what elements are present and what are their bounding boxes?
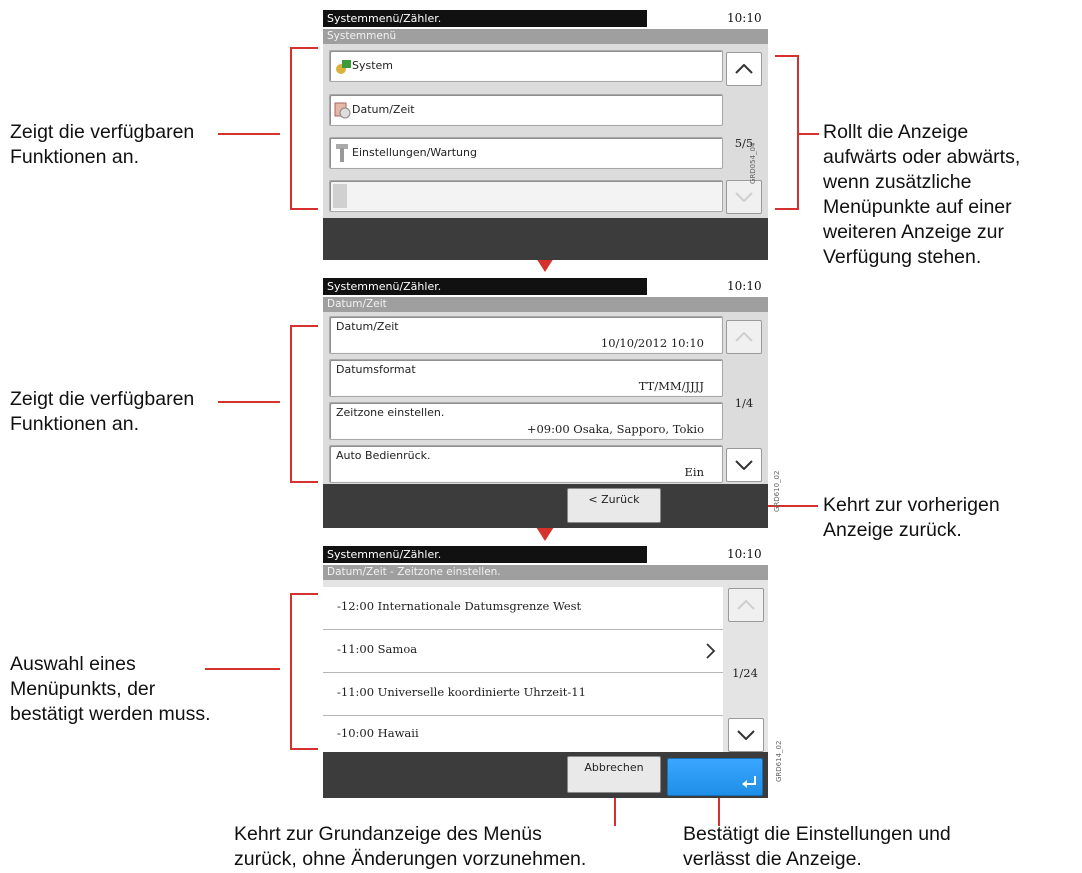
- leader-line: [614, 798, 616, 826]
- figure-code: GRD054_04: [749, 142, 757, 184]
- callout-text: Menüpunkte auf einer: [823, 196, 1012, 218]
- list-item-label: -11:00 Universelle koordinierte Uhrzeit-11: [337, 685, 586, 699]
- cancel-button[interactable]: Abbrechen: [567, 756, 661, 793]
- screen-footer: [323, 484, 768, 528]
- scroll-up-button[interactable]: [726, 52, 762, 86]
- clock: 10:10: [727, 547, 762, 561]
- page-counter: 5/5: [734, 136, 754, 150]
- list-item-label: -10:00 Hawaii: [337, 726, 419, 740]
- screen-subtitle: Systemmenü: [323, 29, 768, 44]
- callout-text: Menüpunkts, der: [10, 678, 156, 700]
- setting-value: Ein: [684, 465, 704, 479]
- menu-item-empty: [329, 180, 723, 212]
- scroll-down-button[interactable]: [726, 180, 762, 214]
- menu-content: [323, 44, 768, 218]
- chevron-down-icon: [737, 730, 755, 740]
- clock: 10:10: [727, 11, 762, 25]
- callout-text: Anzeige zurück.: [823, 519, 962, 541]
- menu-item-label: Einstellungen/Wartung: [352, 146, 477, 159]
- bracket-line: [290, 325, 292, 483]
- setting-item-time-zone[interactable]: [329, 402, 723, 440]
- list-item-label: -12:00 Internationale Datumsgrenze West: [337, 599, 582, 613]
- chevron-up-icon: [735, 332, 753, 342]
- scroll-down-button[interactable]: [728, 718, 764, 752]
- leader-line: [799, 133, 819, 135]
- setting-label: Auto Bedienrück.: [336, 449, 431, 462]
- callout-text: Verfügung stehen.: [823, 246, 982, 268]
- callout-bottom-right: [683, 822, 951, 872]
- menu-item-settings-maintenance[interactable]: [329, 137, 723, 169]
- page-counter: 1/4: [734, 396, 754, 410]
- callout-text: Funktionen an.: [10, 146, 140, 168]
- wrench-icon: [334, 142, 352, 164]
- screen-time-zone: [323, 546, 783, 798]
- setting-label: Datum/Zeit: [336, 320, 399, 333]
- scroll-down-button[interactable]: [726, 448, 762, 482]
- bracket-line: [290, 593, 318, 595]
- timezone-list: [323, 580, 768, 752]
- callout-text: Kehrt zur vorherigen: [823, 494, 1000, 516]
- callout-right-1: [823, 120, 1020, 270]
- enter-icon: [742, 775, 758, 789]
- leader-line: [218, 401, 280, 403]
- chevron-right-icon: [706, 643, 716, 659]
- callout-text: Zeigt die verfügbaren: [10, 388, 195, 410]
- back-button[interactable]: < Zurück: [567, 488, 661, 523]
- setting-value: 10/10/2012 10:10: [600, 336, 704, 350]
- callout-text: aufwärts oder abwärts,: [823, 146, 1021, 168]
- bracket-line: [290, 748, 318, 750]
- status-bar: Systemmenü/Zähler.: [323, 546, 647, 563]
- screen-system-menu: [323, 10, 768, 260]
- status-bar: Systemmenü/Zähler.: [323, 278, 647, 295]
- ok-button[interactable]: [667, 758, 763, 796]
- list-item[interactable]: [323, 630, 723, 673]
- status-bar: Systemmenü/Zähler.: [323, 10, 647, 27]
- callout-text: Kehrt zur Grundanzeige des Menüs: [234, 823, 542, 845]
- screen-footer: [323, 752, 768, 798]
- scroll-up-button[interactable]: [726, 320, 762, 354]
- chevron-up-icon: [737, 600, 755, 610]
- callout-text: wenn zusätzliche: [823, 171, 972, 193]
- chevron-down-icon: [735, 460, 753, 470]
- callout-text: verlässt die Anzeige.: [683, 848, 862, 870]
- setting-label: Zeitzone einstellen.: [336, 406, 445, 419]
- figure-code: GRD610_02: [773, 470, 781, 512]
- page-counter: 1/24: [732, 666, 758, 680]
- menu-item-label: System: [352, 59, 394, 72]
- setting-item-date-time[interactable]: [329, 316, 723, 354]
- bracket-line: [290, 47, 318, 49]
- scroll-up-button[interactable]: [728, 588, 764, 622]
- screen-subtitle: Datum/Zeit: [323, 297, 768, 312]
- screen-footer: [323, 218, 768, 260]
- menu-item-date-time[interactable]: [329, 94, 723, 126]
- clock: 10:10: [727, 279, 762, 293]
- figure-code: GRD614_02: [775, 740, 783, 782]
- callout-text: bestätigt werden muss.: [10, 703, 211, 725]
- menu-item-label: Datum/Zeit: [352, 103, 415, 116]
- setting-value: TT/MM/JJJJ: [638, 379, 704, 393]
- list-item[interactable]: [323, 587, 723, 630]
- bracket-line: [775, 208, 799, 210]
- setting-item-date-format[interactable]: [329, 359, 723, 397]
- bracket-line: [775, 55, 799, 57]
- callout-text: Bestätigt die Einstellungen und: [683, 823, 951, 845]
- list-item[interactable]: [323, 673, 723, 716]
- callout-text: Rollt die Anzeige: [823, 121, 969, 143]
- setting-value: +09:00 Osaka, Sapporo, Tokio: [526, 422, 704, 436]
- screen-subtitle: Datum/Zeit - Zeitzone einstellen.: [323, 565, 768, 580]
- setting-item-auto-reset[interactable]: [329, 445, 723, 483]
- bracket-line: [290, 325, 318, 327]
- list-item-label: -11:00 Samoa: [337, 642, 418, 656]
- list-item[interactable]: [323, 716, 723, 752]
- screen-date-time: [323, 278, 781, 528]
- callout-text: Funktionen an.: [10, 413, 140, 435]
- callout-text: weiteren Anzeige zur: [823, 221, 1005, 243]
- bracket-line: [290, 481, 318, 483]
- callout-left-3: [10, 652, 211, 727]
- callout-right-2: [823, 493, 1000, 543]
- menu-item-system[interactable]: [329, 50, 723, 82]
- bracket-line: [290, 593, 292, 750]
- setting-label: Datumsformat: [336, 363, 416, 376]
- callout-left-1: [10, 120, 194, 170]
- placeholder-icon: [333, 184, 347, 208]
- gear-icon: [334, 57, 352, 75]
- callout-text: Zeigt die verfügbaren: [10, 121, 195, 143]
- callout-text: Auswahl eines: [10, 653, 136, 675]
- leader-line: [218, 133, 280, 135]
- callout-text: zurück, ohne Änderungen vorzunehmen.: [234, 848, 587, 870]
- calendar-clock-icon: [334, 101, 352, 119]
- callout-bottom-left: [234, 822, 586, 872]
- bracket-line: [290, 47, 292, 210]
- chevron-down-icon: [735, 192, 753, 202]
- callout-left-2: [10, 387, 194, 437]
- bracket-line: [290, 208, 318, 210]
- leader-line: [205, 668, 280, 670]
- chevron-up-icon: [735, 64, 753, 74]
